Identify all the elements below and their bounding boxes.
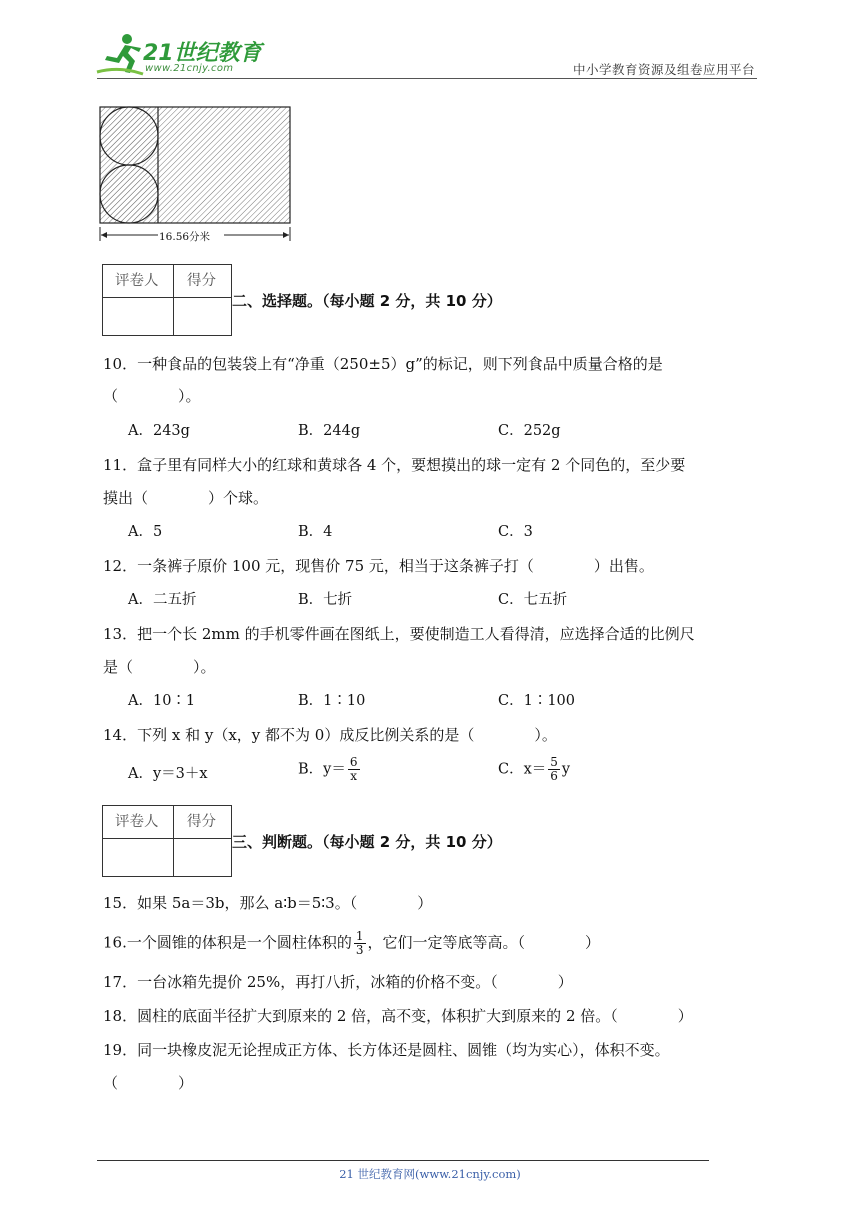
logo-text: 21世纪教育 bbox=[143, 41, 262, 66]
fraction bbox=[548, 756, 560, 783]
q11-option-a: A．5 bbox=[128, 524, 163, 540]
score-box-divider bbox=[103, 297, 231, 298]
fraction-numerator: 5 bbox=[550, 755, 558, 769]
score-box-section3 bbox=[102, 805, 232, 877]
question-17: 17．一台冰箱先提价 25%，再打八折，冰箱的价格不变。（ ） bbox=[103, 973, 573, 991]
q14-option-c-prefix: C．x＝ bbox=[498, 761, 547, 778]
q10-option-a: A．243g bbox=[128, 423, 190, 439]
section3-title: 三、判断题。（每小题 2 分，共 10 分） bbox=[232, 833, 502, 851]
fraction bbox=[354, 930, 366, 957]
header-divider bbox=[97, 78, 757, 79]
q14-option-b bbox=[298, 756, 362, 783]
question-13-line2: 是（ ）。 bbox=[103, 658, 216, 676]
q14-option-c bbox=[498, 756, 570, 783]
score-label: 得分 bbox=[187, 273, 216, 289]
score-label: 得分 bbox=[187, 814, 216, 830]
question-10-line2: （ ）。 bbox=[103, 387, 201, 405]
footer-text: 21 世纪教育网(www.21cnjy.com) bbox=[339, 1167, 521, 1181]
question-16-post: ，它们一定等底等高。（ ） bbox=[367, 933, 601, 952]
question-16-pre: 16.一个圆锥的体积是一个圆柱体积的 bbox=[103, 933, 352, 952]
fraction-numerator: 6 bbox=[349, 755, 358, 769]
question-13-line1: 13．把一个长 2mm 的手机零件画在图纸上，要使制造工人看得清，应选择合适的比例尺 bbox=[103, 625, 695, 643]
q12-option-c: C．七五折 bbox=[498, 592, 568, 608]
q12-option-a: A．二五折 bbox=[128, 592, 197, 608]
fraction-denominator: 3 bbox=[355, 943, 364, 957]
question-12-line1: 12．一条裤子原价 100 元，现售价 75 元，相当于这条裤子打（ ）出售。 bbox=[103, 557, 654, 575]
question-16 bbox=[103, 930, 600, 957]
q14-option-a: A．y＝3＋x bbox=[128, 766, 208, 782]
question-19-line1: 19．同一块橡皮泥无论捏成正方体、长方体还是圆柱、圆锥（均为实心），体积不变。 bbox=[103, 1041, 670, 1059]
q11-option-c: C．3 bbox=[498, 524, 533, 540]
score-box-section2 bbox=[102, 264, 232, 336]
q12-option-b: B．七折 bbox=[298, 592, 353, 608]
grader-label: 评卷人 bbox=[115, 273, 159, 289]
q11-option-b: B．4 bbox=[298, 524, 333, 540]
dimension-label: 16.56分米 bbox=[159, 231, 211, 243]
score-box-divider bbox=[173, 265, 174, 335]
question-14-line1: 14．下列 x 和 y（x，y 都不为 0）成反比例关系的是（ ）。 bbox=[103, 726, 557, 744]
question-11-line1: 11．盒子里有同样大小的红球和黄球各 4 个，要想摸出的球一定有 2 个同色的，至少要 bbox=[103, 456, 686, 474]
q10-option-c: C．252g bbox=[498, 423, 561, 439]
question-19-line2: （ ） bbox=[103, 1074, 194, 1092]
score-box-divider bbox=[103, 838, 231, 839]
q14-option-b-prefix: B．y＝ bbox=[298, 761, 346, 778]
fraction-numerator: 1 bbox=[355, 929, 364, 943]
section2-title: 二、选择题。（每小题 2 分，共 10 分） bbox=[232, 292, 502, 310]
fraction-denominator: x bbox=[350, 769, 358, 783]
question-18: 18．圆柱的底面半径扩大到原来的 2 倍，高不变，体积扩大到原来的 2 倍。（ ） bbox=[103, 1007, 693, 1025]
q13-option-a: A．10∶1 bbox=[128, 693, 196, 709]
q10-option-b: B．244g bbox=[298, 423, 361, 439]
fraction bbox=[348, 756, 360, 783]
site-logo bbox=[95, 32, 265, 80]
q14-option-c-suffix: y bbox=[561, 761, 571, 778]
platform-label: 中小学教育资源及组卷应用平台 bbox=[572, 62, 755, 77]
question-11-line2: 摸出（ ）个球。 bbox=[103, 489, 269, 507]
logo-url: www.21cnjy.com bbox=[145, 63, 234, 74]
question-15: 15．如果 5a＝3b，那么 a∶b＝5∶3。（ ） bbox=[103, 894, 433, 912]
runner-logo-icon bbox=[95, 32, 145, 78]
q13-option-b: B．1∶10 bbox=[298, 693, 366, 709]
grader-label: 评卷人 bbox=[115, 814, 159, 830]
footer-divider bbox=[97, 1160, 709, 1161]
rectangle-circles-figure bbox=[96, 105, 296, 247]
score-box-divider bbox=[173, 806, 174, 876]
question-10-line1: 10．一种食品的包装袋上有“净重（250±5）g”的标记，则下列食品中质量合格的是 bbox=[103, 355, 663, 373]
fraction-denominator: 6 bbox=[550, 769, 558, 783]
q13-option-c: C．1∶100 bbox=[498, 693, 575, 709]
